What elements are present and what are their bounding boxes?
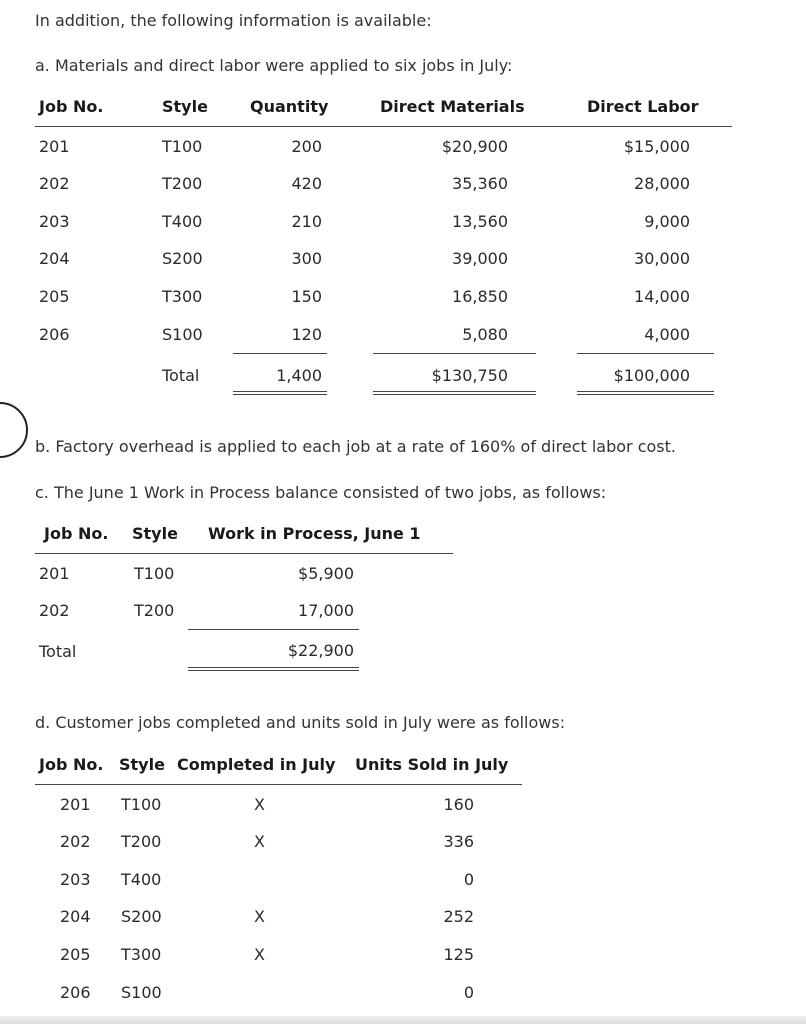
wip-amount: $5,900 — [298, 564, 354, 583]
header-wip-june-1: Work in Process, June 1 — [208, 524, 421, 543]
direct-labor: 28,000 — [634, 174, 690, 193]
job-no: 205 — [39, 287, 70, 306]
completed-mark: X — [254, 907, 265, 926]
style: S100 — [162, 325, 203, 344]
intro-text: In addition, the following information is available: — [35, 11, 432, 30]
subtotal-rule — [373, 353, 536, 354]
units-sold: 252 — [443, 907, 474, 926]
job-no: 204 — [39, 249, 70, 268]
job-no: 202 — [39, 174, 70, 193]
total-double-rule — [188, 667, 359, 671]
direct-materials: 39,000 — [452, 249, 508, 268]
total-label: Total — [39, 642, 77, 661]
units-sold: 0 — [463, 870, 474, 889]
quantity: 120 — [291, 325, 322, 344]
total-wip: $22,900 — [287, 641, 354, 660]
direct-materials: 13,560 — [452, 212, 508, 231]
style: T200 — [134, 601, 175, 620]
section-b-text: b. Factory overhead is applied to each job at a rate of 160% of direct labor cost. — [35, 437, 676, 456]
section-a-text: a. Materials and direct labor were applied to six jobs in July: — [35, 56, 513, 75]
job-no: 203 — [39, 212, 70, 231]
job-no: 201 — [39, 137, 70, 156]
direct-materials: 5,080 — [462, 325, 508, 344]
total-label: Total — [162, 366, 200, 385]
header-style: Style — [132, 524, 178, 543]
style: T100 — [162, 137, 203, 156]
style: T400 — [162, 212, 203, 231]
header-units-sold-in-july: Units Sold in July — [355, 755, 509, 774]
margin-circle-marker — [0, 402, 28, 458]
header-direct-materials: Direct Materials — [380, 97, 525, 116]
total-direct-labor: $100,000 — [613, 366, 690, 385]
style: T200 — [162, 174, 203, 193]
header-completed-in-july: Completed in July — [177, 755, 336, 774]
job-no: 206 — [60, 983, 91, 1002]
job-no: 205 — [60, 945, 91, 964]
header-job-no: Job No. — [39, 755, 104, 774]
header-style: Style — [119, 755, 165, 774]
quantity: 200 — [291, 137, 322, 156]
style: T300 — [121, 945, 162, 964]
units-sold: 336 — [443, 832, 474, 851]
completed-mark: X — [254, 832, 265, 851]
completed-mark: X — [254, 795, 265, 814]
direct-labor: 14,000 — [634, 287, 690, 306]
total-double-rule — [233, 391, 327, 395]
header-rule — [35, 553, 453, 554]
style: T300 — [162, 287, 203, 306]
wip-amount: 17,000 — [298, 601, 354, 620]
style: T100 — [134, 564, 175, 583]
style: T200 — [121, 832, 162, 851]
subtotal-rule — [577, 353, 714, 354]
direct-materials: 35,360 — [452, 174, 508, 193]
job-no: 201 — [39, 564, 70, 583]
job-no: 202 — [60, 832, 91, 851]
units-sold: 160 — [443, 795, 474, 814]
style: S200 — [121, 907, 162, 926]
direct-labor: $15,000 — [623, 137, 690, 156]
page-bottom-edge — [0, 1016, 806, 1024]
header-style: Style — [162, 97, 208, 116]
direct-labor: 4,000 — [644, 325, 690, 344]
style: T400 — [121, 870, 162, 889]
subtotal-rule — [233, 353, 327, 354]
direct-labor: 30,000 — [634, 249, 690, 268]
header-quantity: Quantity — [250, 97, 329, 116]
header-job-no: Job No. — [44, 524, 109, 543]
quantity: 150 — [291, 287, 322, 306]
style: T100 — [121, 795, 162, 814]
header-job-no: Job No. — [39, 97, 104, 116]
direct-materials: 16,850 — [452, 287, 508, 306]
direct-labor: 9,000 — [644, 212, 690, 231]
units-sold: 125 — [443, 945, 474, 964]
units-sold: 0 — [463, 983, 474, 1002]
section-c-text: c. The June 1 Work in Process balance consisted of two jobs, as follows: — [35, 483, 607, 502]
total-quantity: 1,400 — [276, 366, 322, 385]
job-no: 202 — [39, 601, 70, 620]
job-no: 201 — [60, 795, 91, 814]
total-double-rule — [577, 391, 714, 395]
subtotal-rule — [188, 629, 359, 630]
job-no: 204 — [60, 907, 91, 926]
header-direct-labor: Direct Labor — [587, 97, 699, 116]
style: S200 — [162, 249, 203, 268]
completed-mark: X — [254, 945, 265, 964]
header-rule — [35, 126, 732, 127]
quantity: 420 — [291, 174, 322, 193]
header-rule — [35, 784, 522, 785]
style: S100 — [121, 983, 162, 1002]
direct-materials: $20,900 — [441, 137, 508, 156]
job-no: 203 — [60, 870, 91, 889]
job-no: 206 — [39, 325, 70, 344]
section-d-text: d. Customer jobs completed and units sold in July were as follows: — [35, 713, 566, 732]
total-direct-materials: $130,750 — [431, 366, 508, 385]
quantity: 210 — [291, 212, 322, 231]
quantity: 300 — [291, 249, 322, 268]
total-double-rule — [373, 391, 536, 395]
